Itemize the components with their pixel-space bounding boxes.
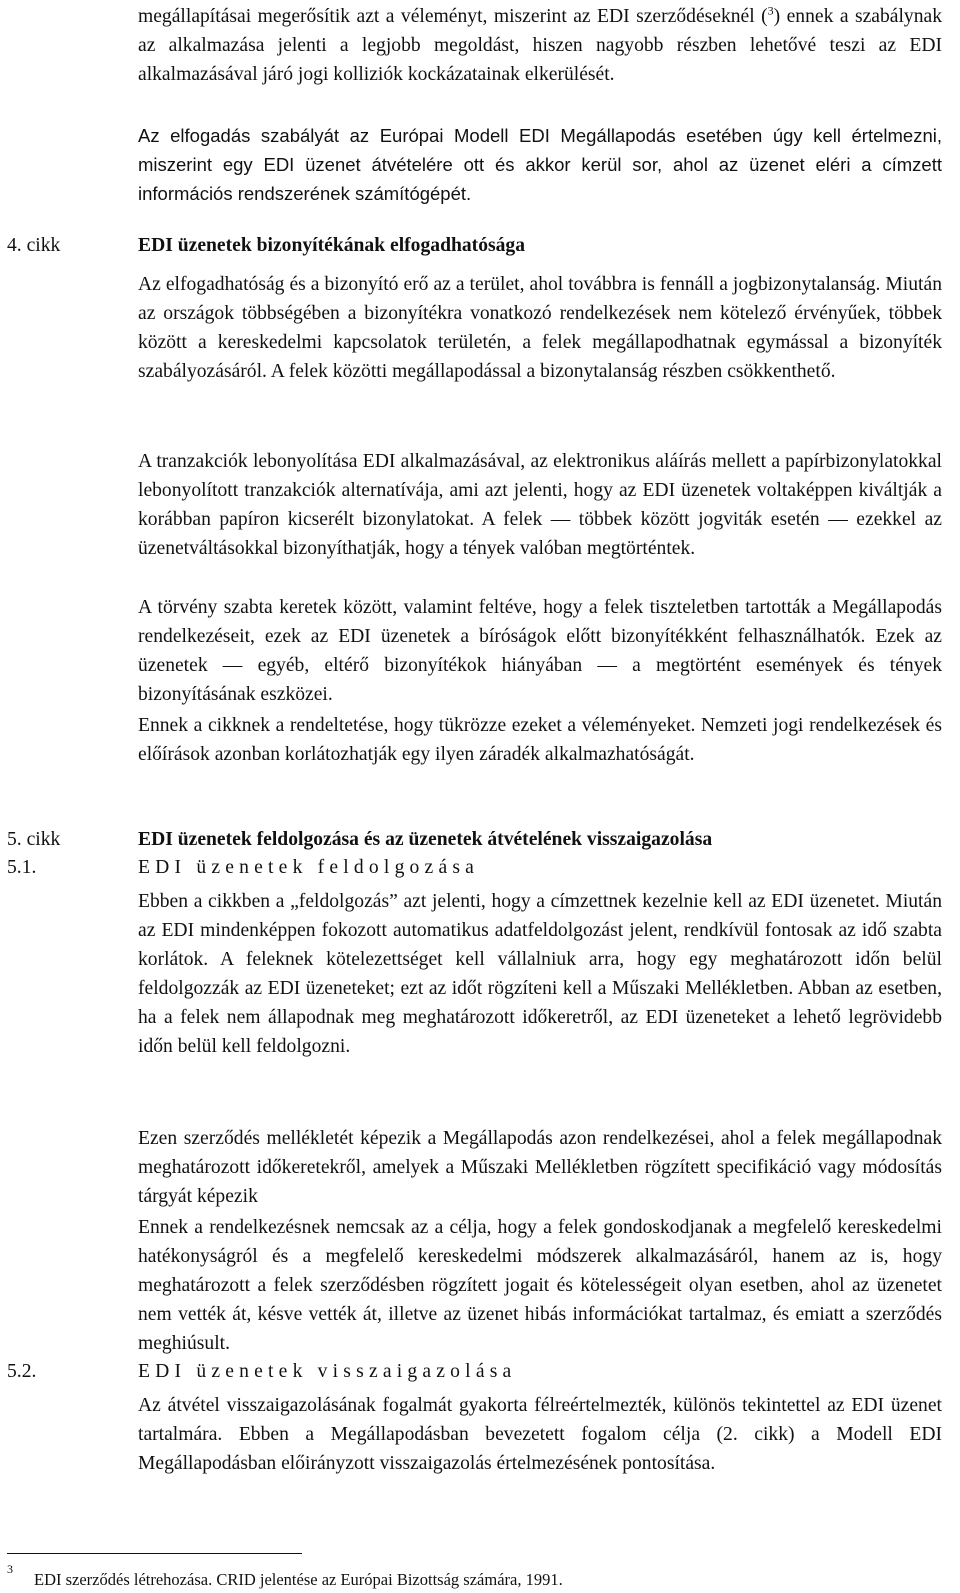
article-4-paragraph: Az elfogadhatóság és a bizonyító erő az a terület, ahol továbbra is fennáll a jogbizonytalanság. Miután az országok többségében a bizonyítékra vonatkozó rendelkezések nem kötelező érvényűek, többek között a kereskedelmi kapcsolatok területén, a felek megállapodhatnak egymással a bizonyíték szabályozásáról. A felek közötti megállapodással a bizonytalanság részben csökkenthető. (138, 274, 942, 382)
article-4-title: EDI üzenetek bizonyítékának elfogadhatósága (138, 235, 526, 256)
footnote-text: EDI szerződés létrehozása. CRID jelentése az Európai Bizottság számára, 1991. (34, 1570, 563, 1589)
intro-text-start: megállapításai megerősítik azt a véleményt, miszerint az EDI szerződéseknél ( (138, 6, 768, 27)
section-5-1-paragraph: Ennek a rendelkezésnek nemcsak az a célja, hogy a felek gondoskodjanak a megfelelő kereskedelmi hatékonyságról és a megfelelő kereskedelmi módszerek alkalmazásáról, hanem az is, hogy meghatározott a felek szerződésben rögzített jogait és kötelességeit olyan esetben, ahol az üzenetet nem vették át, késve vették át, illetve az üzenet hibás információkat tartalmaz, és emiatt a szerződés meghiúsult. (138, 1217, 942, 1354)
article-4-paragraph: A tranzakciók lebonyolítása EDI alkalmazásával, az elektronikus aláírás mellett a papírbizonylatokkal lebonyolított tranzakciók alternatívája, ami azt jelenti, hogy az EDI üzenetek voltaképpen kiváltják a korábban papíron kicserélt bizonylatokat. A felek — többek között jogviták esetén — ezekkel az üzenetváltásokkal bizonyíthatják, hogy a tények valóban megtörténtek. (138, 451, 942, 559)
acceptance-paragraph: Az elfogadás szabályát az Európai Modell EDI Megállapodás esetében úgy kell értelmezni, miszerint egy EDI üzenet átvételére ott és akkor kerül sor, ahol az üzenet eléri a címzett információs rendszerének számítógépét. (138, 125, 942, 204)
section-5-2-number: 5.2. (7, 1361, 37, 1382)
footnote-mark: 3 (7, 1562, 13, 1576)
section-5-1-paragraph: Ebben a cikkben a „feldolgozás” azt jelenti, hogy a címzettnek kezelnie kell az EDI üzenetet. Miután az EDI mindenképpen fokozott automatikus adatfeldolgozást jelent, rendkívül fontosak az idő szabta korlátok. A feleknek kötelezettséget kell vállalniuk arra, hogy egy meghatározott időn belül feldolgozzák az EDI üzeneteket; ezt az időt rögzíteni kell a Műszaki Mellékletben. Abban az esetben, ha a felek nem állapodnak meg meghatározott időkeretről, az EDI üzeneteket a lehető legrövidebb időn belül kell feldolgozni. (138, 891, 942, 1057)
footnote-reference[interactable]: 3 (767, 3, 774, 18)
footnote-separator (7, 1553, 302, 1554)
article-5-title: EDI üzenetek feldolgozása és az üzenetek átvételének visszaigazolása (138, 829, 713, 850)
article-5-number: 5. cikk (7, 829, 61, 850)
section-5-1-paragraph: Ezen szerződés mellékletét képezik a Megállapodás azon rendelkezései, ahol a felek megállapodnak meghatározott időkeretekről, amelyek a Műszaki Mellékletben rögzített specifikáció vagy módosítás tárgyát képezik (138, 1128, 942, 1207)
section-5-1-title: EDI üzenetek feldolgozása (138, 857, 480, 878)
article-4-number: 4. cikk (7, 235, 61, 256)
article-4-paragraph: Ennek a cikknek a rendeltetése, hogy tükrözze ezeket a véleményeket. Nemzeti jogi rendelkezések és előírások azonban korlátozhatják egy ilyen záradék alkalmazhatóságát. (138, 715, 942, 765)
section-5-2-title: EDI üzenetek visszaigazolása (138, 1361, 517, 1382)
section-5-2-paragraph: Az átvétel visszaigazolásának fogalmát gyakorta félreértelmezték, különös tekintettel az EDI üzenet tartalmára. Ebben a Megállapodásban bevezetett fogalom célja (2. cikk) a Modell EDI Megállapodásban előirányzott visszaigazolás értelmezésének pontosítása. (138, 1395, 942, 1474)
article-4-paragraph: A törvény szabta keretek között, valamint feltéve, hogy a felek tiszteletben tartották a Megállapodás rendelkezéseit, ezek az EDI üzenetek a bíróságok előtt bizonyítékként felhasználhatók. Ezek az üzenetek — egyéb, eltérő bizonyítékok hiányában — a megtörtént események és tények bizonyításának eszközei. (138, 597, 942, 705)
intro-text-end: ) ennek a szabálynak az alkalmazása jelenti a legjobb megoldást, hiszen nagyobb részben lehetővé teszi az EDI alkalmazásával járó jogi kolliziók kockázatainak elkerülését. (138, 6, 942, 85)
section-5-1-number: 5.1. (7, 857, 37, 878)
intro-paragraph (138, 2, 942, 89)
